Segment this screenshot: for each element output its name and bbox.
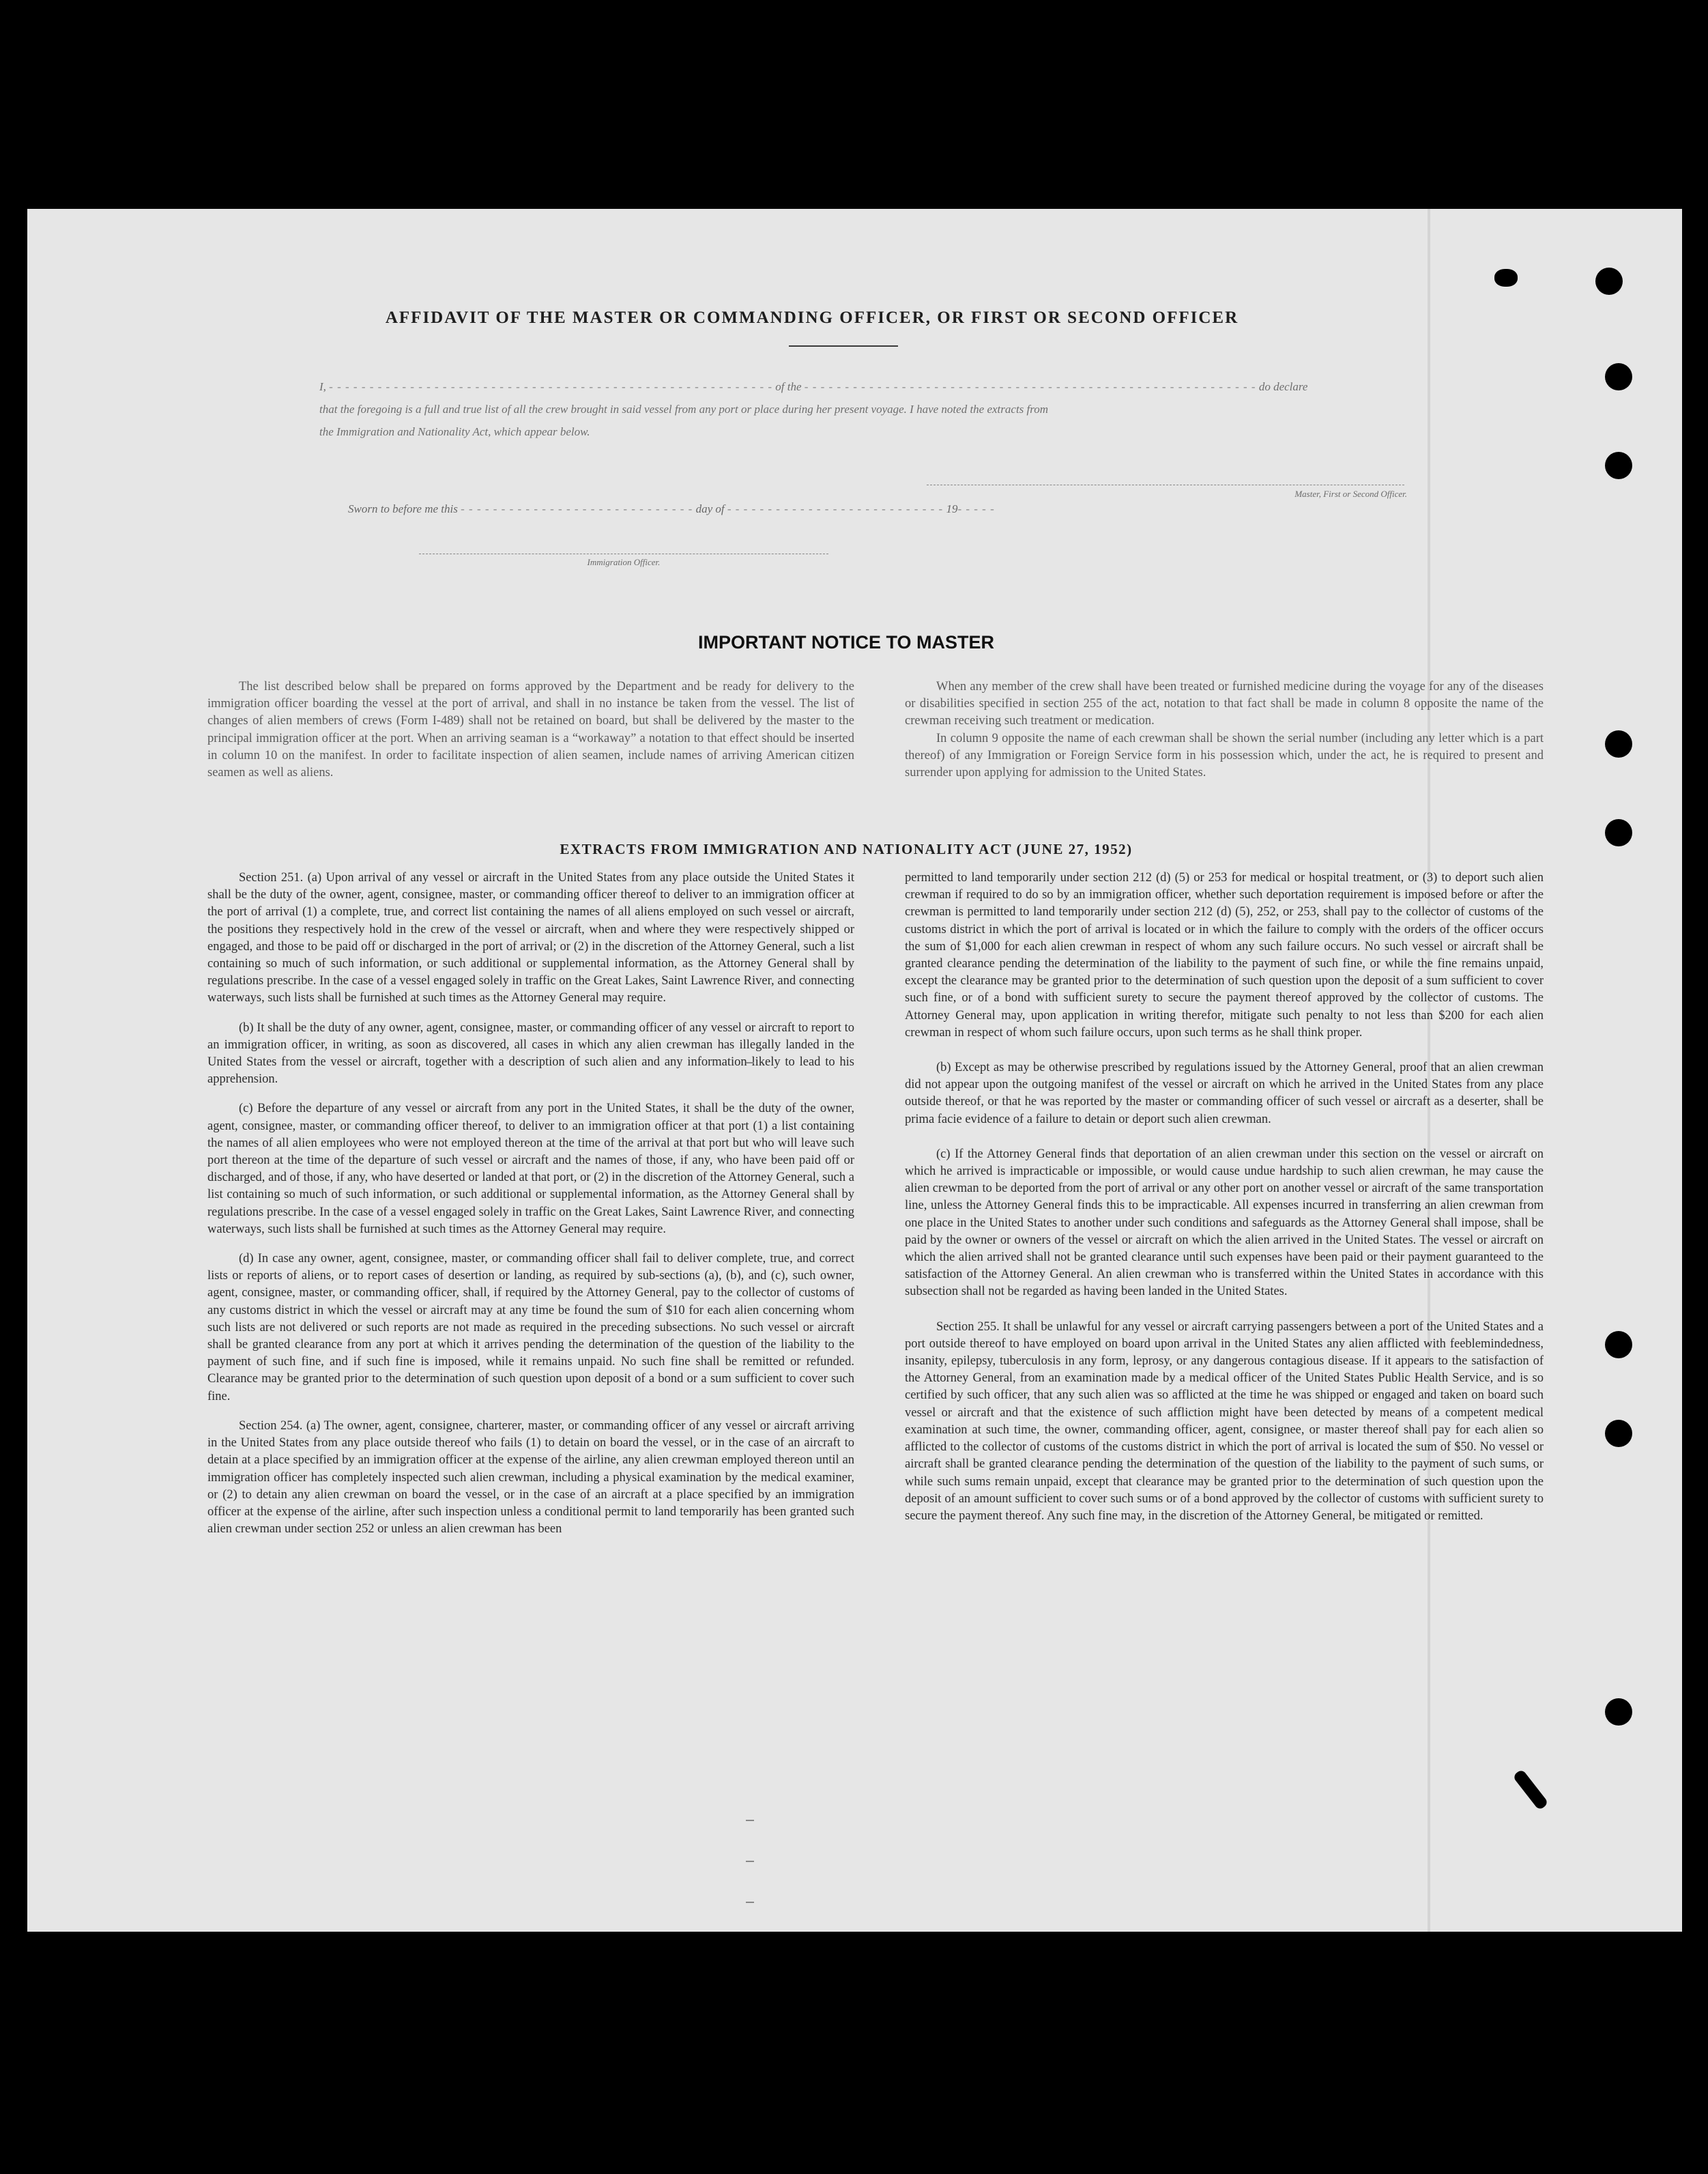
margin-tick — [746, 1062, 754, 1063]
notice-right-column — [905, 678, 1544, 782]
section-255: Section 255. It shall be unlawful for any vessel or aircraft carrying passengers between a port of the United States and a port outside thereof to have employed on board upon arrival in the United States any alien afflicted with feeblemindedness, insanity, epilepsy, tuberculosis in any form, leprosy, or any dangerous contagious disease. If it appears to the satisfaction of the Attorney General, from an examination made by a medical officer of the United States Public Health Service, and is so certified by such officer, that any such alien was so afflicted at the time he was shipped or engaged and taken on board such vessel or aircraft and that the existence of such affliction might have been detected by means of a competent medical examination at such time, the owner, commanding officer, agent, consignee, or master thereof shall pay for each alien so afflicted to the collector of customs of the customs district in which the port of arrival is located the sum of $50. No vessel or aircraft shall be granted clearance pending the determination of the question of the liability to the payment of such sums, or while such sums remain unpaid, except that clearance may be granted prior to the determination of such question upon the deposit of an amount sufficient to cover such sums or of a bond approved by the collector of customs with sufficient surety to secure the payment thereof. Any such fine may, in the discretion of the Attorney General, be mitigated or remitted. — [905, 1319, 1544, 1523]
i-label: I, — [319, 380, 326, 393]
margin-tick — [746, 1902, 754, 1903]
ink-blot — [1494, 269, 1518, 287]
punch-hole — [1605, 363, 1632, 390]
of-the-label: of the — [775, 380, 802, 393]
section-254-a-continued: permitted to land temporarily under section 212 (d) (5) or 253 for medical or hospital treatment, or (3) to deport such alien crewman if required to do so by an immigration officer, whether such deportation requirement is imposed before or after the crewman is permitted to land temporarily under section 212 (d) (5), 252, or 253, shall pay to the collector of customs of the customs district in which the port of arrival is located or in which the failure to comply with the orders of the officer occurs the sum of $1,000 for each alien crewman in respect of whom any such failure occurs. No such vessel or aircraft shall be granted clearance pending the determination of the liability to the payment of such fine, or while the fine remains unpaid, except the clearance may be granted prior to the determination of such question upon the deposit of a sum sufficient to cover such fine, or of a bond with sufficient surety to secure the payment thereof approved by the collector of customs. The Attorney General may, upon application in writing therefor, mitigate such penalty to not less than $200 for each alien crewman in respect of whom such failure occurs, upon such terms as he shall think proper. — [905, 871, 1544, 1040]
punch-hole — [1595, 268, 1623, 295]
do-declare-label: do declare — [1258, 380, 1308, 393]
extracts-right-column — [905, 870, 1544, 1525]
declaration-line-3: the Immigration and Nationality Act, which appear below. — [319, 425, 590, 438]
document-page — [27, 209, 1682, 1932]
affidavit-declaration — [319, 375, 1411, 443]
scan-fold-line — [1428, 209, 1430, 1932]
declaration-line-1 — [319, 375, 1411, 398]
section-254-c: (c) If the Attorney General finds that deportation of an alien crewman under this section on the vessel or aircraft on which he arrived is impracticable or impossible, or would cause undue hardship to such alien crewman, he may cause the alien crewman to be deported from the port of arrival or any other port on another vessel or aircraft of the same transportation line, unless the Attorney General finds this to be impracticable. All expenses incurred in transferring an alien crewman from one place in the United States to another under such conditions and safeguards as the Attorney General shall impose, shall be paid by the owner or owners of the vessel or aircraft on which the alien arrived in the United States. The vessel or aircraft on which the alien arrived shall not be granted clearance until such expenses have been paid or their payment guaranteed to the satisfaction of the Attorney General. An alien crewman who is transferred within the United States in accordance with this subsection shall not be regarded as having been landed in the United States. — [905, 1147, 1544, 1299]
notice-right-paragraph-1: When any member of the crew shall have been treated or furnished medicine during the voyage for any of the diseases or disabilities specified in section 255 of the act, notation to that fact shall be made in column 8 opposite the name of the crewman receiving such treatment or medication. — [905, 680, 1544, 728]
margin-tick — [746, 1820, 754, 1821]
name-blank[interactable]: - - - - - - - - - - - - - - - - - - - - - - - - - - - - - - - - - - - - - - - - - - - - - - - - - - - - - - - — [329, 380, 773, 393]
section-251-a: Section 251. (a) Upon arrival of any vessel or aircraft in the United States from any place outside the United States it shall be the duty of the owner, agent, consignee, master, or commanding officer thereof to deliver to an immigration officer at the port of arrival (1) a complete, true, and correct list containing the names of all aliens employed on such vessel or aircraft, the positions they respectively hold in the crew of the vessel or aircraft, when and where they were respectively shipped or engaged, and those to be paid off or discharged in the port of arrival; or (2) in the discretion of the Attorney General, such a list containing so much of such information, or such additional or supplemental information, as the Attorney General shall by regulations prescribe. In the case of a vessel engaged solely in traffic on the Great Lakes, Saint Lawrence River, and connecting waterways, such lists shall be furnished at such times as the Attorney General may require. — [207, 871, 854, 1005]
affidavit-title: AFFIDAVIT OF THE MASTER OR COMMANDING OFFICER, OR FIRST OR SECOND OFFICER — [385, 309, 1239, 327]
sworn-label: Sworn to before me this — [348, 502, 458, 515]
punch-hole — [1605, 1331, 1632, 1358]
punch-hole — [1605, 1698, 1632, 1726]
notice-right-paragraph-2: In column 9 opposite the name of each crewman shall be shown the serial number (including any letter which is a part thereof) of any Immigration or Foreign Service form in his possession which, under the act, he is required to present and surrender upon applying for admission to the United States. — [905, 731, 1544, 780]
punch-hole — [1605, 452, 1632, 479]
declaration-line-2: that the foregoing is a full and true list of all the crew brought in said vessel from any port or place during her present voyage. I have noted the extracts from — [319, 403, 1049, 416]
sworn-year-blank[interactable]: - - - - - — [957, 502, 995, 515]
extracts-title: EXTRACTS FROM IMMIGRATION AND NATIONALITY ACT (JUNE 27, 1952) — [560, 841, 1133, 857]
ink-mark — [1512, 1769, 1549, 1811]
notice-title: IMPORTANT NOTICE TO MASTER — [698, 632, 994, 653]
sworn-month-blank[interactable]: - - - - - - - - - - - - - - - - - - - - - - - - - - - — [727, 502, 944, 515]
section-251-b: (b) It shall be the duty of any owner, agent, consignee, master, or commanding officer of any vessel or aircraft to report to an immigration officer, in writing, as soon as discovered, all cases in which any alien crewman has illegally landed in the United States from the vessel or aircraft, together with a description of such alien and any information likely to lead to his apprehension. — [207, 1020, 854, 1087]
section-251-c: (c) Before the departure of any vessel or aircraft from any port in the United States, it shall be the duty of the owner, agent, consignee, master, or commanding officer thereof, to deliver to an immigration officer at that port (1) a list containing the names of all alien employees who were not employed thereon at the time of the arrival at that port but who will leave such port thereon at the time of the departure of such vessel or aircraft and the names of those, if any, who have been paid off or discharged, and of those, if any, who have deserted or landed at that port, or (2) in the discretion of the Attorney General, such a list containing so much of such information, or such additional or supplemental information, as the Attorney General shall by regulations prescribe. In the case of a vessel engaged solely in traffic on the Great Lakes, Saint Lawrence River, and connecting waterways, such lists shall be furnished at such times as the Attorney General may require. — [207, 1102, 854, 1236]
notice-left-paragraph: The list described below shall be prepared on forms approved by the Department and be ready for delivery to the immigration officer boarding the vessel at the port of arrival, and shall in no instance be taken from the vessel. The list of changes of alien members of crews (Form I-489) shall not be retained on board, but shall be delivered by the master to the principal immigration officer at the port. When an arriving seaman is a “workaway” a notation to that effect should be inserted in column 10 on the manifest. In order to facilitate inspection of alien seamen, include names of arriving American citizen seamen as well as aliens. — [207, 680, 854, 780]
punch-hole — [1605, 730, 1632, 758]
margin-tick — [746, 1861, 754, 1862]
section-254-a: Section 254. (a) The owner, agent, consignee, charterer, master, or commanding officer of any vessel or aircraft arriving in the United States from any place outside thereof who fails (1) to detain on board the vessel, or in the case of an aircraft to detain at a place specified by an immigration officer at the expense of the airline, any alien crewman employed thereon until an immigration officer has completely inspected such alien crewman, including a physical examination by the medical examiner, or (2) to detain any alien crewman on board the vessel, or in the case of an aircraft at a place specified by an immigration officer at the expense of the airline, after such inspection unless a conditional permit to land temporarily has been granted such alien crewman under section 252 or unless an alien crewman has been — [207, 1418, 854, 1536]
day-of-label: day of — [695, 502, 725, 515]
year-label: 19 — [946, 502, 958, 515]
notice-left-column — [207, 678, 854, 782]
vessel-blank[interactable]: - - - - - - - - - - - - - - - - - - - - - - - - - - - - - - - - - - - - - - - - - - - - - - - - - - - - - - - - — [804, 380, 1256, 393]
punch-hole — [1605, 819, 1632, 846]
sworn-day-blank[interactable]: - - - - - - - - - - - - - - - - - - - - - - - - - - - - - — [461, 502, 693, 515]
sworn-line — [348, 502, 1167, 516]
master-signature-caption: Master, First or Second Officer. — [1294, 489, 1407, 499]
section-251-d: (d) In case any owner, agent, consignee, master, or commanding officer shall fail to deliver complete, true, and correct lists or reports of aliens, or to report cases of desertion or landing, as required by sub-sections (a), (b), and (c), such owner, agent, consignee, master, or commanding officer, shall, if required by the Attorney General, pay to the collector of customs of any customs district in which the vessel or aircraft may at any time be found the sum of $10 for each alien concerning whom such lists are not delivered or such reports are not made as required in the preceding subsections. No such vessel or aircraft shall be granted clearance from any port at which it arrives pending the determination of the question of the liability to the payment of such fine, and if such fine is imposed, while it remains unpaid. No such fine shall be remitted or refunded. Clearance may be granted prior to the determination of such question upon deposit of a bond or a sum sufficient to cover such fine. — [207, 1252, 854, 1403]
punch-hole — [1605, 1420, 1632, 1447]
title-divider — [789, 345, 898, 347]
extracts-left-column — [207, 870, 854, 1538]
section-254-b: (b) Except as may be otherwise prescribed by regulations issued by the Attorney General, proof that an alien crewman did not appear upon the outgoing manifest of the vessel or aircraft on which he arrived in the United States from any place outside thereof, or that he was reported by the master or commanding officer of such vessel or aircraft as a deserter, shall be prima facie evidence of a failure to detain or deport such alien crewman. — [905, 1061, 1544, 1126]
officer-signature-caption: Immigration Officer. — [587, 557, 661, 567]
